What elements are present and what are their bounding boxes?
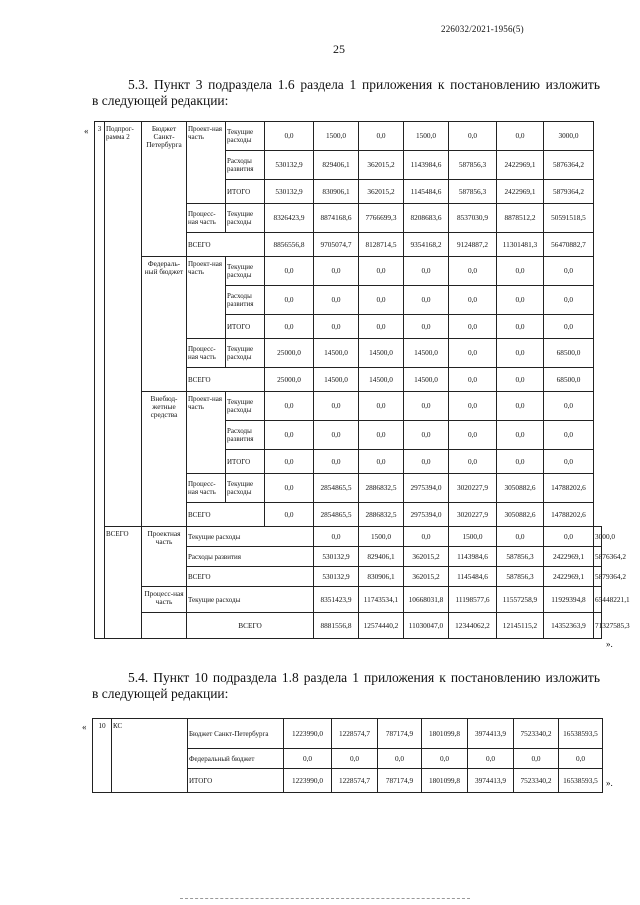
value-cell: 50591518,5 — [544, 204, 594, 233]
value-cell: 362015,2 — [404, 547, 449, 567]
value-cell: 0,0 — [314, 315, 359, 339]
value-cell: 2886832,5 — [359, 474, 404, 503]
value-cell: 0,0 — [359, 421, 404, 450]
part-cell: Процесс-ная часть — [187, 339, 226, 368]
value-cell: 829406,1 — [359, 547, 404, 567]
value-cell: 362015,2 — [359, 151, 404, 180]
value-cell: 14500,0 — [314, 339, 359, 368]
value-cell: 0,0 — [422, 749, 468, 769]
value-cell: 0,0 — [497, 368, 544, 392]
value-cell: 0,0 — [559, 749, 603, 769]
value-cell: 830906,1 — [359, 567, 404, 587]
value-cell: 11030047,0 — [404, 613, 449, 639]
value-cell: 530132,9 — [314, 567, 359, 587]
value-cell: 1500,0 — [314, 122, 359, 151]
value-cell: 0,0 — [314, 450, 359, 474]
value-cell: 0,0 — [404, 315, 449, 339]
part-cell: Проект-ная часть — [187, 392, 226, 474]
value-cell: 787174,9 — [378, 719, 422, 749]
value-cell: 25000,0 — [265, 368, 314, 392]
value-cell: 3000,0 — [594, 527, 602, 547]
value-cell: 8874168,6 — [314, 204, 359, 233]
bottom-divider — [180, 898, 470, 899]
value-cell: 7523340,2 — [514, 769, 559, 793]
value-cell: 14500,0 — [404, 339, 449, 368]
paragraph-5-4-line2: в следующей редакции: — [92, 686, 229, 701]
value-cell: 0,0 — [265, 315, 314, 339]
page-number: 25 — [333, 42, 345, 56]
value-cell: 12344062,2 — [449, 613, 497, 639]
value-cell: 2422969,1 — [544, 567, 594, 587]
row-number-cell: 3 — [95, 122, 105, 639]
row-label-cell: Текущие расходы — [226, 204, 265, 233]
value-cell: 530132,9 — [265, 151, 314, 180]
value-cell: 2975394,0 — [404, 503, 449, 527]
row-label-cell: Расходы развития — [187, 547, 314, 567]
value-cell: 0,0 — [497, 339, 544, 368]
value-cell: 11301481,3 — [497, 233, 544, 257]
value-cell: 0,0 — [497, 450, 544, 474]
source-cell: Внебюд-жетные средства — [142, 392, 187, 527]
value-cell: 0,0 — [404, 421, 449, 450]
value-cell: 0,0 — [359, 257, 404, 286]
value-cell: 0,0 — [497, 392, 544, 421]
value-cell: 1223990,0 — [284, 769, 332, 793]
value-cell: 0,0 — [544, 286, 594, 315]
value-cell: 3974413,9 — [468, 719, 514, 749]
paragraph-5-3-line2: в следующей редакции: — [92, 93, 229, 108]
value-cell: 68500,0 — [544, 339, 594, 368]
part-cell: Процесс-ная часть — [142, 587, 187, 613]
value-cell: 362015,2 — [404, 567, 449, 587]
table-row — [95, 613, 602, 639]
part-cell: Процесс-ная часть — [187, 474, 226, 503]
row-label-cell: ВСЕГО — [187, 368, 265, 392]
total-label-cell: ВСЕГО — [105, 527, 142, 639]
value-cell: 587856,3 — [497, 547, 544, 567]
value-cell: 3020227,9 — [449, 503, 497, 527]
table-row — [95, 257, 602, 286]
source-cell: Бюджет Санкт-Петербурга — [142, 122, 187, 257]
value-cell: 14500,0 — [359, 368, 404, 392]
value-cell: 12574440,2 — [359, 613, 404, 639]
row-label-cell: ВСЕГО — [187, 613, 314, 639]
value-cell: 530132,9 — [265, 180, 314, 204]
row-label-cell: ВСЕГО — [187, 233, 265, 257]
value-cell: 9354168,2 — [404, 233, 449, 257]
value-cell: 11198577,6 — [449, 587, 497, 613]
value-cell: 8856556,8 — [265, 233, 314, 257]
row-label-cell: ИТОГО — [226, 315, 265, 339]
value-cell: 587856,3 — [449, 180, 497, 204]
open-quote-table1: « — [84, 126, 89, 136]
value-cell: 0,0 — [449, 339, 497, 368]
value-cell: 2422969,1 — [497, 180, 544, 204]
value-cell: 0,0 — [265, 286, 314, 315]
value-cell: 3020227,9 — [449, 474, 497, 503]
ks-table — [92, 718, 603, 793]
row-label-cell: ИТОГО — [226, 450, 265, 474]
value-cell: 0,0 — [449, 368, 497, 392]
value-cell: 0,0 — [449, 257, 497, 286]
value-cell: 0,0 — [359, 286, 404, 315]
value-cell: 0,0 — [314, 257, 359, 286]
part-cell: Проект-ная часть — [187, 122, 226, 204]
value-cell: 0,0 — [497, 315, 544, 339]
row-number-cell: 10 — [93, 719, 112, 793]
row-label-cell: Текущие расходы — [226, 339, 265, 368]
value-cell: 3000,0 — [544, 122, 594, 151]
value-cell: 12145115,2 — [497, 613, 544, 639]
value-cell: 11743534,1 — [359, 587, 404, 613]
paragraph-5-3 — [92, 77, 600, 109]
value-cell: 829406,1 — [314, 151, 359, 180]
document-number: 226032/2021-1956(5) — [441, 24, 524, 34]
value-cell: 11557258,9 — [497, 587, 544, 613]
value-cell: 14500,0 — [404, 368, 449, 392]
value-cell: 0,0 — [468, 749, 514, 769]
value-cell: 9124887,2 — [449, 233, 497, 257]
row-label-cell: ИТОГО — [226, 180, 265, 204]
value-cell: 9705074,7 — [314, 233, 359, 257]
row-label-cell: Бюджет Санкт-Петербурга — [188, 719, 284, 749]
part-cell: Проектная часть — [142, 527, 187, 587]
value-cell: 11929394,8 — [544, 587, 594, 613]
paragraph-5-4-line1: 5.4. Пункт 10 подраздела 1.8 раздела 1 приложения к постановлению изложить — [128, 670, 600, 685]
value-cell: 0,0 — [449, 286, 497, 315]
value-cell: 14352363,9 — [544, 613, 594, 639]
value-cell: 1228574,7 — [332, 769, 378, 793]
value-cell: 587856,3 — [497, 567, 544, 587]
part-cell: Проект-ная часть — [187, 257, 226, 339]
row-label-cell: Текущие расходы — [226, 122, 265, 151]
value-cell: 65448221,1 — [594, 587, 602, 613]
value-cell: 0,0 — [449, 392, 497, 421]
value-cell: 5876364,2 — [544, 151, 594, 180]
value-cell: 0,0 — [314, 527, 359, 547]
value-cell: 14500,0 — [314, 368, 359, 392]
value-cell: 0,0 — [314, 421, 359, 450]
table-row — [95, 527, 602, 547]
value-cell: 1223990,0 — [284, 719, 332, 749]
close-quote-table2: ». — [606, 778, 613, 788]
value-cell: 5879364,2 — [594, 567, 602, 587]
table-row — [95, 122, 602, 151]
value-cell: 0,0 — [359, 392, 404, 421]
program-cell: КС — [112, 719, 188, 793]
value-cell: 0,0 — [265, 122, 314, 151]
value-cell: 0,0 — [544, 257, 594, 286]
value-cell: 0,0 — [404, 392, 449, 421]
value-cell: 1228574,7 — [332, 719, 378, 749]
row-label-cell: Текущие расходы — [226, 257, 265, 286]
row-label-cell: Текущие расходы — [226, 392, 265, 421]
empty-cell — [142, 613, 187, 639]
value-cell: 1500,0 — [449, 527, 497, 547]
program-cell: Подпрог-рамма 2 — [105, 122, 142, 527]
value-cell: 1143984,6 — [449, 547, 497, 567]
value-cell: 587856,3 — [449, 151, 497, 180]
value-cell: 8881556,8 — [314, 613, 359, 639]
value-cell: 0,0 — [404, 257, 449, 286]
value-cell: 0,0 — [514, 749, 559, 769]
source-cell: Федераль-ный бюджет — [142, 257, 187, 392]
budget-table — [94, 121, 630, 639]
value-cell: 8351423,9 — [314, 587, 359, 613]
value-cell: 71327585,3 — [594, 613, 602, 639]
value-cell: 1143984,6 — [404, 151, 449, 180]
value-cell: 1145484,6 — [449, 567, 497, 587]
row-label-cell: Федеральный бюджет — [188, 749, 284, 769]
value-cell: 68500,0 — [544, 368, 594, 392]
row-label-cell: Расходы развития — [226, 421, 265, 450]
value-cell: 0,0 — [449, 450, 497, 474]
value-cell: 8878512,2 — [497, 204, 544, 233]
value-cell: 2422969,1 — [497, 151, 544, 180]
value-cell: 14500,0 — [359, 339, 404, 368]
value-cell: 0,0 — [265, 474, 314, 503]
value-cell: 16538593,5 — [559, 719, 603, 749]
value-cell: 0,0 — [544, 421, 594, 450]
value-cell: 0,0 — [497, 257, 544, 286]
value-cell: 25000,0 — [265, 339, 314, 368]
value-cell: 3050882,6 — [497, 503, 544, 527]
value-cell: 1500,0 — [359, 527, 404, 547]
value-cell: 2854865,5 — [314, 503, 359, 527]
value-cell: 0,0 — [544, 315, 594, 339]
part-cell: Процесс-ная часть — [187, 204, 226, 233]
value-cell: 830906,1 — [314, 180, 359, 204]
value-cell: 0,0 — [449, 421, 497, 450]
value-cell: 0,0 — [449, 315, 497, 339]
value-cell: 0,0 — [265, 257, 314, 286]
value-cell: 8208683,6 — [404, 204, 449, 233]
row-label-cell: Текущие расходы — [187, 587, 314, 613]
row-label-cell: Расходы развития — [226, 286, 265, 315]
row-label-cell: ИТОГО — [188, 769, 284, 793]
row-label-cell: ВСЕГО — [187, 503, 265, 527]
value-cell: 0,0 — [497, 527, 544, 547]
value-cell: 0,0 — [497, 421, 544, 450]
value-cell: 1500,0 — [404, 122, 449, 151]
value-cell: 7523340,2 — [514, 719, 559, 749]
value-cell: 0,0 — [359, 315, 404, 339]
value-cell: 0,0 — [404, 450, 449, 474]
value-cell: 0,0 — [449, 122, 497, 151]
row-label-cell: Текущие расходы — [187, 527, 314, 547]
value-cell: 1801099,8 — [422, 719, 468, 749]
value-cell: 0,0 — [265, 392, 314, 421]
value-cell: 10668031,8 — [404, 587, 449, 613]
value-cell: 0,0 — [265, 421, 314, 450]
value-cell: 8326423,9 — [265, 204, 314, 233]
value-cell: 14788202,6 — [544, 503, 594, 527]
value-cell: 5876364,2 — [594, 547, 602, 567]
value-cell: 16538593,5 — [559, 769, 603, 793]
value-cell: 0,0 — [332, 749, 378, 769]
value-cell: 0,0 — [404, 286, 449, 315]
value-cell: 56470882,7 — [544, 233, 594, 257]
value-cell: 2854865,5 — [314, 474, 359, 503]
value-cell: 530132,9 — [314, 547, 359, 567]
value-cell: 0,0 — [265, 450, 314, 474]
value-cell: 2422969,1 — [544, 547, 594, 567]
row-label-cell: ВСЕГО — [187, 567, 314, 587]
value-cell: 0,0 — [359, 122, 404, 151]
value-cell: 0,0 — [378, 749, 422, 769]
close-quote-table1: ». — [606, 639, 613, 649]
open-quote-table2: « — [82, 722, 87, 732]
paragraph-5-3-line1: 5.3. Пункт 3 подраздела 1.6 раздела 1 приложения к постановлению изложить — [128, 77, 600, 92]
value-cell: 0,0 — [544, 527, 594, 547]
value-cell: 0,0 — [404, 527, 449, 547]
value-cell: 0,0 — [265, 503, 314, 527]
row-label-cell: Текущие расходы — [226, 474, 265, 503]
value-cell: 0,0 — [284, 749, 332, 769]
row-label-cell: Расходы развития — [226, 151, 265, 180]
value-cell: 787174,9 — [378, 769, 422, 793]
table-row — [95, 392, 602, 421]
value-cell: 3050882,6 — [497, 474, 544, 503]
value-cell: 8128714,5 — [359, 233, 404, 257]
paragraph-5-4 — [92, 670, 600, 702]
value-cell: 14788202,6 — [544, 474, 594, 503]
value-cell: 362015,2 — [359, 180, 404, 204]
value-cell: 0,0 — [314, 392, 359, 421]
value-cell: 0,0 — [314, 286, 359, 315]
value-cell: 2975394,0 — [404, 474, 449, 503]
value-cell: 1145484,6 — [404, 180, 449, 204]
value-cell: 1801099,8 — [422, 769, 468, 793]
value-cell: 8537030,9 — [449, 204, 497, 233]
value-cell: 0,0 — [544, 392, 594, 421]
table-row — [95, 587, 602, 613]
value-cell: 5879364,2 — [544, 180, 594, 204]
value-cell: 7766699,3 — [359, 204, 404, 233]
value-cell: 0,0 — [497, 122, 544, 151]
table-row — [93, 719, 603, 749]
value-cell: 0,0 — [544, 450, 594, 474]
value-cell: 0,0 — [359, 450, 404, 474]
value-cell: 2886832,5 — [359, 503, 404, 527]
value-cell: 3974413,9 — [468, 769, 514, 793]
value-cell: 0,0 — [497, 286, 544, 315]
